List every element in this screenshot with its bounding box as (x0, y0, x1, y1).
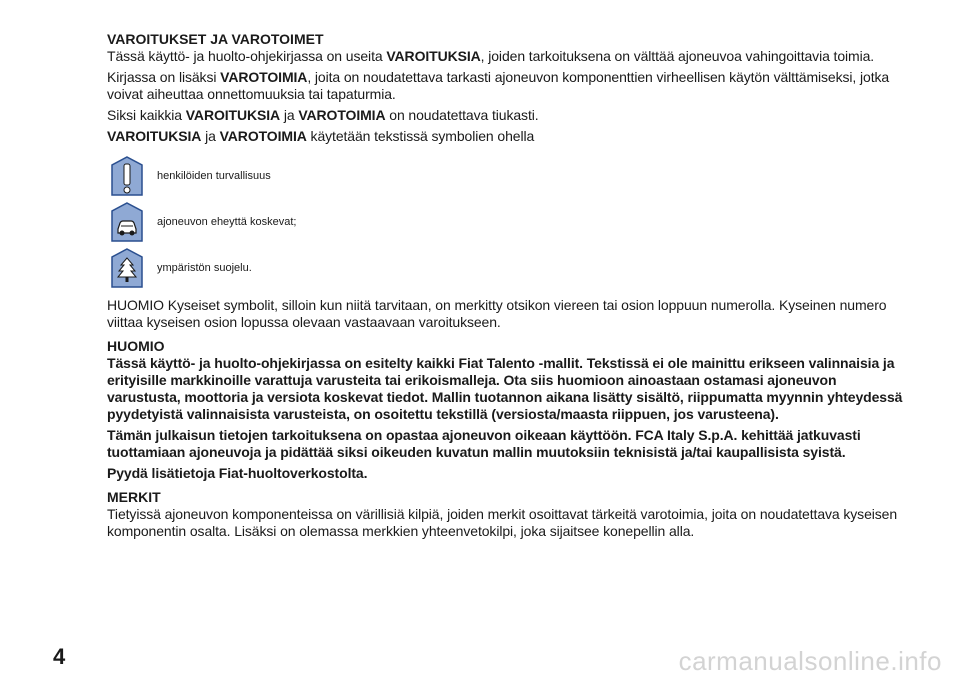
text: on noudatettava tiukasti. (385, 107, 539, 123)
paragraph-merkit: Tietyissä ajoneuvon komponenteissa on värillisiä kilpiä, joiden merkit osoittavat tärkeitä varotoimia, joita on noudatettava kyseisen komponentin osalta. Lisäksi on olemassa merkkien yhteenvetokilpi, joka sijaitsee konepellin alla. (107, 506, 898, 539)
symbol-row (107, 245, 907, 291)
paragraph-huomio-models: Tässä käyttö- ja huolto-ohjekirjassa on esitelty kaikki Fiat Talento -mallit. Tekstissä ei ole mainittu erikseen valinnaisia ja erityisille markkinoille varattuja varusteita tai erikoismalleja. Ota siis huomioon ainoastaan ostamasi ajoneuvon varustusta, moottoria ja versiota koskevat tiedot. Mallin tuotannon aikana lisätty sisältö, riippumatta myynnin yhteydessä pyydetyistä valinnaisista varusteista, on osoitettu tekstillä (versiosta/maasta riippuen, jos varusteena). (107, 355, 903, 422)
text: , joiden tarkoituksena on välttää ajoneuvoa vahingoittavia toimia. (480, 48, 875, 64)
bold-text: VAROTOIMIA (219, 128, 307, 144)
symbol-row (107, 153, 907, 199)
section-heading-huomio: HUOMIO (107, 338, 165, 354)
manual-page-content (107, 30, 907, 544)
bold-text: VAROITUKSIA (386, 48, 481, 64)
text: ja (280, 107, 299, 123)
text: , joita on noudatettava tarkasti ajoneuvon komponenttien virheellisen käytön välttämiseksi, jotka voivat aiheuttaa onnettomuuksia tai tapaturmia. (107, 69, 890, 102)
bold-text: VAROTOIMIA (220, 69, 308, 85)
text: Tässä käyttö- ja huolto-ohjekirjassa on useita (107, 48, 387, 64)
paragraph-warnings (107, 48, 907, 65)
text: ja (201, 128, 220, 144)
bold-text: VAROITUKSIA (107, 128, 202, 144)
exclamation-warning-icon (107, 155, 147, 197)
symbol-legend (107, 153, 907, 291)
paragraph-symbol-note: HUOMIO Kyseiset symbolit, silloin kun niitä tarvitaan, on merkitty otsikon viereen tai osion loppuun numerolla. Kyseinen numero viittaa kyseisen osion lopussa olevaan vastaavaan varoitukseen. (107, 297, 887, 330)
watermark: carmanualsonline.info (678, 646, 942, 676)
car-warning-icon (107, 201, 147, 243)
bold-text: VAROTOIMIA (298, 107, 386, 123)
text: Siksi kaikkia (107, 107, 186, 123)
symbol-label: henkilöiden turvallisuus (157, 170, 271, 182)
symbol-label: ajoneuvon eheyttä koskevat; (157, 216, 297, 228)
page-number: 4 (53, 644, 66, 669)
text: käytetään tekstissä symbolien ohella (306, 128, 535, 144)
paragraph-symbols-intro (107, 128, 907, 145)
paragraph-huomio-contact: Pyydä lisätietoja Fiat-huoltoverkostolta. (107, 465, 368, 481)
bold-text: VAROITUKSIA (185, 107, 281, 123)
paragraph-huomio-rights: Tämän julkaisun tietojen tarkoituksena on opastaa ajoneuvon oikeaan käyttöön. FCA Italy S.p.A. kehittää jatkuvasti tuottamiaan ajoneuvoja ja pidättää siksi oikeuden kuvatun mallin muutoksiin teknisistä ja/tai kaupallisista syistä. (107, 427, 861, 460)
paragraph-observe (107, 107, 907, 124)
text: Kirjassa on lisäksi (107, 69, 221, 85)
symbol-row (107, 199, 907, 245)
section-heading-merkit: MERKIT (107, 489, 161, 505)
paragraph-precautions (107, 69, 907, 103)
tree-environment-icon (107, 247, 147, 289)
section-heading-warnings: VAROITUKSET JA VAROTOIMET (107, 31, 324, 47)
symbol-label: ympäristön suojelu. (157, 262, 252, 274)
